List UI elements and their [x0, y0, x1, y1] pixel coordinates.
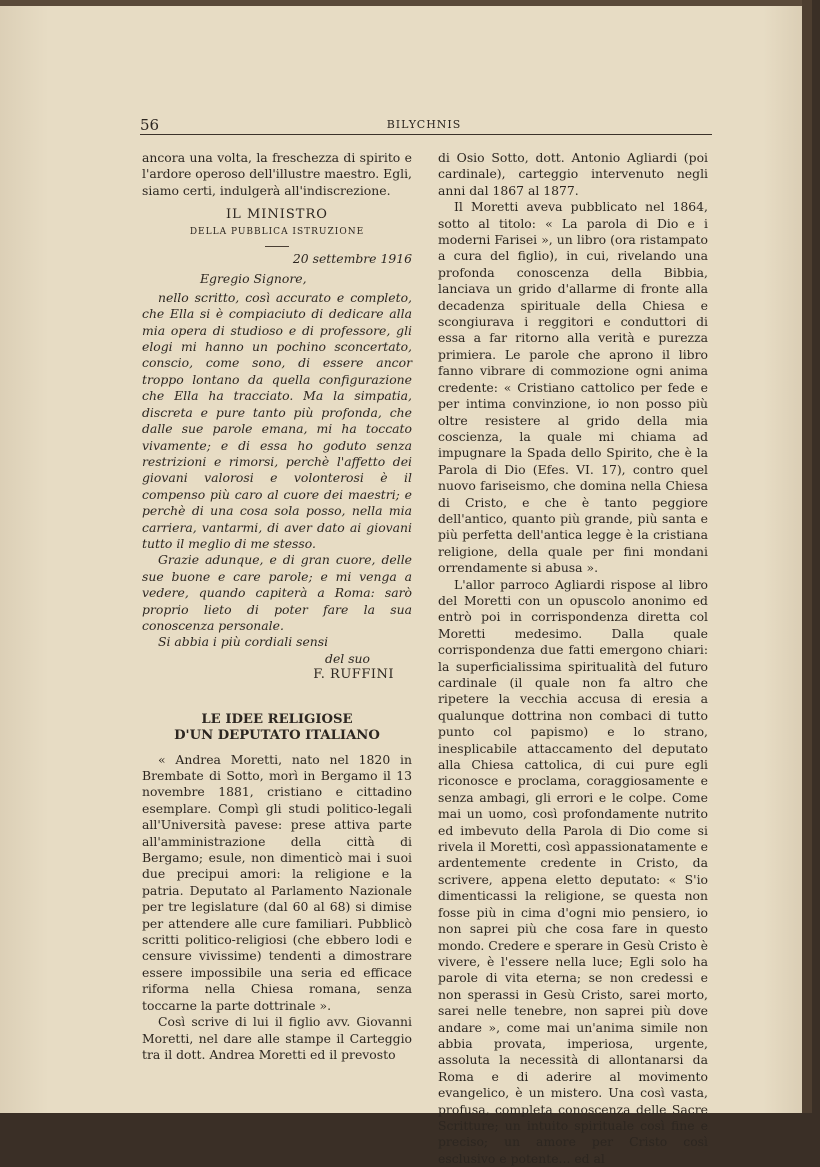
right-column	[438, 150, 708, 1167]
letter-salutation: Egregio Signore,	[200, 271, 307, 287]
right-paragraph-1: di Osio Sotto, dott. Antonio Agliardi (poi cardinale), carteggio intervenuto negli anni dal 1867 al 1877.	[438, 150, 708, 198]
running-header	[140, 116, 708, 136]
left-column	[142, 150, 412, 1063]
minister-title: IL MINISTRO	[226, 207, 328, 223]
letter-signature: F. RUFFINI	[313, 667, 394, 683]
minister-subtitle: DELLA PUBBLICA ISTRUZIONE	[189, 226, 365, 237]
letter-paragraph-1: nello scritto, così accurato e completo, che Ella si è compiaciuto di dedicare alla mia opera di studioso e di professore, gli elogi mi hanno un pochino sconcertato, conscio, come sono, di essere ancor troppo lontano da quella configurazione che Ella ha tracciato. Ma la simpatia, discreta e pure tanto più profonda, che dalle sue parole emana, mi ha toccato vivamente; e di essa ho goduto senza restrizioni e rimorsi, perchè l'affetto dei giovani valorosi e volonterosi è il compenso più caro al cuore dei maestri; e perchè di una cosa sola posso, nella mia carriera, vantarmi, di aver dato ai giovani tutto il meglio di me stesso.	[142, 289, 412, 551]
short-divider	[265, 246, 289, 247]
running-title: BILYCHNIS	[386, 118, 462, 131]
page-top-edge	[0, 0, 812, 6]
header-rule	[140, 134, 712, 135]
body-paragraph-1: « Andrea Moretti, nato nel 1820 in Brembate di Sotto, morì in Bergamo il 13 novembre 1881, cristiano e cittadino esemplare. Compì gli studi politico-legali all'Università pavese: prese attiva parte all'amministrazione della città di Bergamo; esule, non dimenticò mai i suoi due precipui amori: la religione e la patria. Deputato al Parlamento Nazionale per tre legislature (dal 60 al 68) si dimise per attendere alle cure familiari. Pubblicò scritti politico-religiosi (che ebbero lodi e censure vivissime) tendenti a dimostrare essere impossibile una seria ed efficace riforma nella Chiesa romana, senza toccarne la parte dottrinale ».	[142, 751, 412, 1013]
right-paragraph-2: Il Moretti aveva pubblicato nel 1864, sotto al titolo: « La parola di Dio e i moderni Farisei », un libro (ora ristampato a cura del figlio), in cui, rivelando una profonda conoscenza della Bibbia, lanciava un grido d'allarme di fronte alla decadenza spirituale della Chiesa e scongiurava i reggitori e conduttori di essa a far ritorno alla verità e purezza primiera. Le parole che aprono il libro fanno vibrare di commozione ogni anima credente: « Cristiano cattolico per fede e per intima convinzione, io non posso più oltre resistere al grido della mia coscienza, la quale mi chiama ad impugnare la Spada dello Spirito, che è la Parola di Dio (Efes. VI. 17), contro quel nuovo fariseismo, che domina nella Chiesa di Cristo, e che è tanto peggiore dell'antico, quanto più grande, più santa e più perfetta dell'antica legge è la cristiana religione, della quale per fini mondani orrendamente si abusa ».	[438, 199, 708, 576]
body-paragraph-2: Così scrive di lui il figlio avv. Giovanni Moretti, nel dare alle stampe il Carteggio tra il dott. Andrea Moretti ed il prevosto	[142, 1014, 412, 1062]
page-right-edge	[802, 0, 812, 1113]
letter-date: 20 settembre 1916	[292, 251, 412, 267]
right-paragraph-3: L'allor parroco Agliardi rispose al libro del Moretti con un opuscolo anonimo ed entrò poi in corrispondenza diretta col Moretti medesimo. Dalla quale corrispondenza due fatti emergono chiari: la superficialissima spiritualità del futuro cardinale (il quale non fa altro che ripetere la vecchia accusa di eresia a qualunque dottrina non combaci di tutto punto col papismo) e lo strano, inesplicabile attaccamento del deputato alla Chiesa cattolica, di cui pure egli riconosce e proclama, coraggiosamente e senza ambagi, gli errori e le colpe. Come mai un uomo, così profondamente nutrito ed imbevuto della Parola di Dio come si rivela il Moretti, così appassionatamente e ardentemente credente in Cristo, da scrivere, appena eletto deputato: « S'io dimenticassi la religione, se questa non fosse più in cima d'ogni mio pensiero, io non saprei più che cosa fare in questo mondo. Credere e sperare in Gesù Cristo è vivere, è l'essere nella luce; Egli solo ha parole di vita eterna; se non credessi e non sperassi in Gesù Cristo, sarei morto, sarei nelle tenebre, non saprei più dove andare », come mai un'anima simile non abbia provata, imperiosa, urgente, assoluta la necessità di allontanarsi da Roma e di aderire al movimento evangelico, è un mistero. Una così vasta, profusa, completa conoscenza delle Sacre Scritture; un intuito spirituale così fine e preciso; un amore per Cristo così esclusivo e potente... ed al	[438, 576, 708, 1166]
intro-paragraph: ancora una volta, la freschezza di spirito e l'ardore operoso dell'illustre maestro. Egli, siamo certi, indulgerà all'indiscrezione.	[142, 150, 412, 198]
page-number: 56	[140, 116, 160, 134]
letter-closing: del suo	[325, 650, 370, 666]
section-title-line-1: LE IDEE RELIGIOSE	[201, 711, 353, 727]
letter-paragraph-2: Grazie adunque, e di gran cuore, delle sue buone e care parole; e mi venga a vedere, quando capiterà a Roma: sarò proprio lieto di poter fare la sua conoscenza personale.	[142, 552, 412, 633]
section-title	[142, 712, 412, 744]
section-title-line-2: D'UN DEPUTATO ITALIANO	[174, 727, 380, 743]
letter-paragraph-3: Si abbia i più cordiali sensi	[158, 634, 329, 650]
